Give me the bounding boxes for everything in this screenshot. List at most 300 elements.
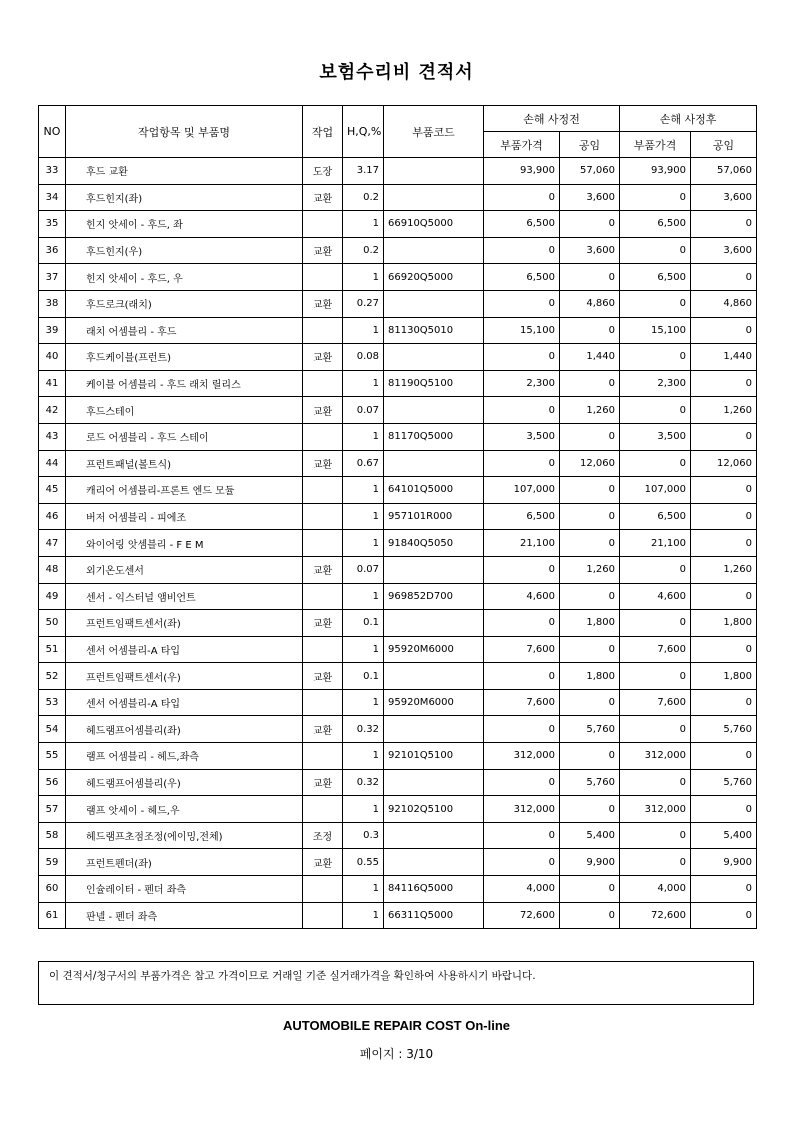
row-item-name: 인슐레이터 - 펜더 좌측 (66, 876, 303, 903)
row-after-labor: 0 (691, 503, 757, 530)
row-hq: 1 (343, 902, 384, 929)
row-after-parts-price: 0 (620, 344, 691, 371)
row-after-parts-price: 312,000 (620, 796, 691, 823)
row-item-name: 후드로크(래치) (66, 290, 303, 317)
row-before-labor: 1,260 (560, 397, 620, 424)
row-work-type (303, 264, 343, 291)
row-after-labor: 0 (691, 902, 757, 929)
row-after-parts-price: 6,500 (620, 264, 691, 291)
table-header (39, 106, 757, 158)
row-before-labor: 0 (560, 583, 620, 610)
row-hq: 1 (343, 317, 384, 344)
table-row (39, 796, 757, 823)
row-item-name: 프런트임팩트센서(우) (66, 663, 303, 690)
estimate-table (38, 105, 757, 929)
row-after-labor: 0 (691, 477, 757, 504)
table-row (39, 743, 757, 770)
row-after-parts-price: 4,000 (620, 876, 691, 903)
row-before-labor: 9,900 (560, 849, 620, 876)
row-work-type: 교환 (303, 397, 343, 424)
row-item-name: 후드힌지(우) (66, 237, 303, 264)
row-hq: 1 (343, 370, 384, 397)
row-after-parts-price: 15,100 (620, 317, 691, 344)
row-work-type: 교환 (303, 849, 343, 876)
row-part-code (384, 822, 484, 849)
row-item-name: 센서 - 익스터널 앰비언트 (66, 583, 303, 610)
table-row (39, 503, 757, 530)
row-item-name: 후드스테이 (66, 397, 303, 424)
row-item-name: 후드힌지(좌) (66, 184, 303, 211)
row-item-name: 센서 어셈블리-A 타입 (66, 636, 303, 663)
row-hq: 1 (343, 503, 384, 530)
row-no: 61 (39, 902, 66, 929)
row-after-parts-price: 21,100 (620, 530, 691, 557)
row-before-parts-price: 0 (484, 184, 560, 211)
row-before-parts-price: 7,600 (484, 689, 560, 716)
table-row (39, 876, 757, 903)
row-hq: 0.32 (343, 716, 384, 743)
row-hq: 0.2 (343, 237, 384, 264)
row-before-parts-price: 0 (484, 290, 560, 317)
row-after-parts-price: 107,000 (620, 477, 691, 504)
row-after-labor: 0 (691, 636, 757, 663)
row-work-type (303, 583, 343, 610)
row-after-labor: 9,900 (691, 849, 757, 876)
row-after-labor: 0 (691, 317, 757, 344)
row-after-parts-price: 0 (620, 237, 691, 264)
row-item-name: 판넬 - 펜더 좌측 (66, 902, 303, 929)
row-item-name: 와이어링 앗셈블리 - F E M (66, 530, 303, 557)
row-no: 55 (39, 743, 66, 770)
row-after-labor: 1,260 (691, 397, 757, 424)
row-before-parts-price: 72,600 (484, 902, 560, 929)
row-item-name: 힌지 앗세이 - 후드, 좌 (66, 211, 303, 238)
document-title: 보험수리비 견적서 (319, 62, 474, 83)
row-before-parts-price: 6,500 (484, 264, 560, 291)
row-item-name: 후드 교환 (66, 158, 303, 185)
header-after-parts-price: 부품가격 (620, 132, 691, 158)
row-work-type (303, 477, 343, 504)
row-hq: 1 (343, 423, 384, 450)
row-after-parts-price: 0 (620, 556, 691, 583)
row-part-code: 66311Q5000 (384, 902, 484, 929)
row-after-parts-price: 0 (620, 290, 691, 317)
row-after-labor: 4,860 (691, 290, 757, 317)
table-row (39, 290, 757, 317)
row-before-labor: 0 (560, 211, 620, 238)
row-work-type: 교환 (303, 290, 343, 317)
row-after-labor: 1,800 (691, 610, 757, 637)
row-after-labor: 0 (691, 423, 757, 450)
row-part-code: 91840Q5050 (384, 530, 484, 557)
row-no: 50 (39, 610, 66, 637)
row-item-name: 헤드램프어셈블리(우) (66, 769, 303, 796)
row-before-labor: 5,760 (560, 716, 620, 743)
row-item-name: 래치 어셈블리 - 후드 (66, 317, 303, 344)
row-before-parts-price: 6,500 (484, 503, 560, 530)
row-before-labor: 0 (560, 264, 620, 291)
row-after-labor: 1,440 (691, 344, 757, 371)
row-no: 60 (39, 876, 66, 903)
row-work-type: 교환 (303, 769, 343, 796)
row-item-name: 힌지 앗세이 - 후드, 우 (66, 264, 303, 291)
row-before-parts-price: 3,500 (484, 423, 560, 450)
row-part-code: 95920M6000 (384, 636, 484, 663)
row-before-parts-price: 6,500 (484, 211, 560, 238)
row-no: 42 (39, 397, 66, 424)
row-before-labor: 1,440 (560, 344, 620, 371)
row-after-parts-price: 0 (620, 716, 691, 743)
row-after-parts-price: 93,900 (620, 158, 691, 185)
row-no: 44 (39, 450, 66, 477)
row-hq: 0.1 (343, 663, 384, 690)
header-no: NO (39, 106, 66, 158)
row-before-parts-price: 0 (484, 716, 560, 743)
row-part-code: 84116Q5000 (384, 876, 484, 903)
row-before-parts-price: 7,600 (484, 636, 560, 663)
table-row (39, 211, 757, 238)
table-row (39, 344, 757, 371)
row-work-type (303, 876, 343, 903)
row-no: 49 (39, 583, 66, 610)
table-row (39, 769, 757, 796)
row-before-parts-price: 0 (484, 610, 560, 637)
row-before-labor: 0 (560, 477, 620, 504)
row-work-type (303, 743, 343, 770)
row-work-type (303, 902, 343, 929)
header-before-labor: 공임 (560, 132, 620, 158)
row-before-parts-price: 0 (484, 769, 560, 796)
row-before-parts-price: 4,600 (484, 583, 560, 610)
table-row (39, 822, 757, 849)
row-item-name: 프런트임팩트센서(좌) (66, 610, 303, 637)
row-after-parts-price: 4,600 (620, 583, 691, 610)
row-work-type: 교환 (303, 237, 343, 264)
row-before-parts-price: 312,000 (484, 743, 560, 770)
row-part-code (384, 237, 484, 264)
row-after-labor: 57,060 (691, 158, 757, 185)
header-before-parts-price: 부품가격 (484, 132, 560, 158)
row-no: 35 (39, 211, 66, 238)
row-item-name: 버저 어셈블리 - 피에조 (66, 503, 303, 530)
row-after-labor: 0 (691, 876, 757, 903)
row-hq: 0.07 (343, 556, 384, 583)
row-hq: 1 (343, 796, 384, 823)
row-before-parts-price: 0 (484, 397, 560, 424)
row-before-labor: 4,860 (560, 290, 620, 317)
row-part-code (384, 290, 484, 317)
row-no: 33 (39, 158, 66, 185)
row-hq: 3.17 (343, 158, 384, 185)
row-after-labor: 0 (691, 370, 757, 397)
row-no: 36 (39, 237, 66, 264)
row-before-labor: 0 (560, 530, 620, 557)
table-row (39, 450, 757, 477)
row-part-code: 64101Q5000 (384, 477, 484, 504)
table-row (39, 477, 757, 504)
row-part-code (384, 158, 484, 185)
row-hq: 0.2 (343, 184, 384, 211)
table-row (39, 636, 757, 663)
row-no: 41 (39, 370, 66, 397)
row-before-labor: 57,060 (560, 158, 620, 185)
row-part-code: 95920M6000 (384, 689, 484, 716)
row-after-parts-price: 0 (620, 450, 691, 477)
row-no: 43 (39, 423, 66, 450)
header-item: 작업항목 및 부품명 (66, 106, 303, 158)
row-part-code: 969852D700 (384, 583, 484, 610)
row-before-parts-price: 15,100 (484, 317, 560, 344)
row-item-name: 로드 어셈블리 - 후드 스테이 (66, 423, 303, 450)
row-after-labor: 1,800 (691, 663, 757, 690)
table-row (39, 849, 757, 876)
row-before-labor: 0 (560, 743, 620, 770)
row-part-code (384, 610, 484, 637)
row-part-code (384, 716, 484, 743)
row-no: 45 (39, 477, 66, 504)
row-hq: 1 (343, 211, 384, 238)
row-no: 48 (39, 556, 66, 583)
row-after-labor: 5,760 (691, 716, 757, 743)
row-before-parts-price: 0 (484, 849, 560, 876)
row-after-parts-price: 0 (620, 184, 691, 211)
row-before-parts-price: 21,100 (484, 530, 560, 557)
row-hq: 0.1 (343, 610, 384, 637)
row-hq: 1 (343, 583, 384, 610)
row-work-type (303, 211, 343, 238)
table-row (39, 237, 757, 264)
row-after-parts-price: 2,300 (620, 370, 691, 397)
row-item-name: 헤드램프어셈블리(좌) (66, 716, 303, 743)
table-row (39, 397, 757, 424)
row-after-parts-price: 0 (620, 663, 691, 690)
row-part-code (384, 663, 484, 690)
row-after-parts-price: 312,000 (620, 743, 691, 770)
row-before-labor: 3,600 (560, 184, 620, 211)
row-hq: 1 (343, 264, 384, 291)
row-no: 53 (39, 689, 66, 716)
row-before-parts-price: 4,000 (484, 876, 560, 903)
row-work-type: 도장 (303, 158, 343, 185)
row-before-labor: 1,260 (560, 556, 620, 583)
table-row (39, 530, 757, 557)
row-work-type: 교환 (303, 450, 343, 477)
row-no: 58 (39, 822, 66, 849)
row-after-parts-price: 7,600 (620, 689, 691, 716)
row-hq: 1 (343, 876, 384, 903)
row-before-labor: 1,800 (560, 663, 620, 690)
table-row (39, 663, 757, 690)
row-no: 37 (39, 264, 66, 291)
row-part-code (384, 397, 484, 424)
row-before-labor: 12,060 (560, 450, 620, 477)
row-work-type: 교환 (303, 344, 343, 371)
row-before-labor: 0 (560, 689, 620, 716)
row-hq: 0.08 (343, 344, 384, 371)
row-no: 51 (39, 636, 66, 663)
price-notice: 이 견적서/청구서의 부품가격은 참고 가격이므로 거래일 기준 실거래가격을 확인하여 사용하시기 바랍니다. (38, 961, 754, 1005)
row-no: 38 (39, 290, 66, 317)
row-hq: 1 (343, 636, 384, 663)
row-hq: 1 (343, 477, 384, 504)
row-hq: 0.07 (343, 397, 384, 424)
row-part-code: 66920Q5000 (384, 264, 484, 291)
row-part-code (384, 184, 484, 211)
table-row (39, 902, 757, 929)
row-hq: 1 (343, 530, 384, 557)
row-before-parts-price: 0 (484, 237, 560, 264)
row-item-name: 센서 어셈블리-A 타입 (66, 689, 303, 716)
row-part-code: 66910Q5000 (384, 211, 484, 238)
row-part-code: 957101R000 (384, 503, 484, 530)
row-before-labor: 3,600 (560, 237, 620, 264)
header-after-adjustment: 손해 사정후 (620, 106, 757, 132)
row-before-parts-price: 0 (484, 450, 560, 477)
table-row (39, 370, 757, 397)
row-hq: 0.32 (343, 769, 384, 796)
row-work-type: 교환 (303, 556, 343, 583)
table-row (39, 158, 757, 185)
row-hq: 1 (343, 743, 384, 770)
row-before-labor: 0 (560, 317, 620, 344)
row-item-name: 외기온도센서 (66, 556, 303, 583)
table-row (39, 264, 757, 291)
row-after-labor: 1,260 (691, 556, 757, 583)
row-after-labor: 5,400 (691, 822, 757, 849)
row-before-labor: 1,800 (560, 610, 620, 637)
row-before-parts-price: 0 (484, 822, 560, 849)
row-before-labor: 0 (560, 636, 620, 663)
row-item-name: 램프 앗세이 - 헤드,우 (66, 796, 303, 823)
row-no: 46 (39, 503, 66, 530)
footer-brand: AUTOMOBILE REPAIR COST On-line (282, 1018, 511, 1033)
table-row (39, 716, 757, 743)
row-after-parts-price: 0 (620, 397, 691, 424)
row-work-type: 조정 (303, 822, 343, 849)
row-part-code (384, 769, 484, 796)
table-row (39, 317, 757, 344)
row-part-code: 81190Q5100 (384, 370, 484, 397)
row-before-parts-price: 0 (484, 344, 560, 371)
row-before-labor: 5,760 (560, 769, 620, 796)
page-number: 페이지 : 3/10 (359, 1047, 434, 1061)
row-after-parts-price: 0 (620, 849, 691, 876)
row-work-type (303, 423, 343, 450)
table-row (39, 423, 757, 450)
row-work-type (303, 636, 343, 663)
row-after-labor: 0 (691, 689, 757, 716)
row-work-type: 교환 (303, 663, 343, 690)
header-part-code: 부품코드 (384, 106, 484, 158)
row-after-parts-price: 72,600 (620, 902, 691, 929)
table-row (39, 184, 757, 211)
row-after-parts-price: 0 (620, 769, 691, 796)
table-row (39, 610, 757, 637)
header-before-adjustment: 손해 사정전 (484, 106, 620, 132)
row-part-code: 92101Q5100 (384, 743, 484, 770)
row-after-labor: 0 (691, 583, 757, 610)
row-no: 34 (39, 184, 66, 211)
row-before-parts-price: 2,300 (484, 370, 560, 397)
row-after-labor: 0 (691, 264, 757, 291)
header-work: 작업 (303, 106, 343, 158)
row-part-code: 81170Q5000 (384, 423, 484, 450)
row-part-code (384, 556, 484, 583)
row-work-type: 교환 (303, 716, 343, 743)
table-body (39, 158, 757, 929)
row-before-labor: 0 (560, 423, 620, 450)
row-part-code: 81130Q5010 (384, 317, 484, 344)
row-item-name: 램프 어셈블리 - 헤드,좌측 (66, 743, 303, 770)
row-after-labor: 0 (691, 211, 757, 238)
row-hq: 0.67 (343, 450, 384, 477)
row-after-labor: 5,760 (691, 769, 757, 796)
row-before-labor: 0 (560, 370, 620, 397)
row-work-type: 교환 (303, 184, 343, 211)
row-after-labor: 0 (691, 796, 757, 823)
row-after-parts-price: 0 (620, 610, 691, 637)
row-work-type (303, 530, 343, 557)
row-after-parts-price: 6,500 (620, 211, 691, 238)
row-item-name: 프런트패널(볼트식) (66, 450, 303, 477)
header-hq: H,Q,% (343, 106, 384, 158)
row-before-parts-price: 0 (484, 663, 560, 690)
row-hq: 0.55 (343, 849, 384, 876)
row-work-type (303, 317, 343, 344)
row-after-parts-price: 3,500 (620, 423, 691, 450)
row-before-labor: 0 (560, 902, 620, 929)
row-work-type (303, 796, 343, 823)
row-part-code (384, 849, 484, 876)
header-after-labor: 공임 (691, 132, 757, 158)
row-work-type (303, 503, 343, 530)
row-work-type (303, 370, 343, 397)
row-work-type: 교환 (303, 610, 343, 637)
row-work-type (303, 689, 343, 716)
row-part-code (384, 450, 484, 477)
row-no: 54 (39, 716, 66, 743)
row-part-code (384, 344, 484, 371)
row-after-parts-price: 7,600 (620, 636, 691, 663)
row-no: 40 (39, 344, 66, 371)
row-after-parts-price: 6,500 (620, 503, 691, 530)
row-no: 52 (39, 663, 66, 690)
row-hq: 0.3 (343, 822, 384, 849)
row-item-name: 헤드램프초점조정(에이밍,전체) (66, 822, 303, 849)
row-item-name: 케이블 어셈블리 - 후드 래치 릴리스 (66, 370, 303, 397)
row-after-parts-price: 0 (620, 822, 691, 849)
row-hq: 1 (343, 689, 384, 716)
row-before-labor: 5,400 (560, 822, 620, 849)
row-item-name: 캐리어 어셈블리-프론트 엔드 모듈 (66, 477, 303, 504)
row-after-labor: 3,600 (691, 184, 757, 211)
row-item-name: 프런트펜더(좌) (66, 849, 303, 876)
row-item-name: 후드케이블(프런트) (66, 344, 303, 371)
row-before-labor: 0 (560, 796, 620, 823)
row-before-parts-price: 312,000 (484, 796, 560, 823)
row-after-labor: 0 (691, 530, 757, 557)
row-no: 47 (39, 530, 66, 557)
row-part-code: 92102Q5100 (384, 796, 484, 823)
row-no: 59 (39, 849, 66, 876)
table-row (39, 556, 757, 583)
table-row (39, 689, 757, 716)
row-before-labor: 0 (560, 876, 620, 903)
row-hq: 0.27 (343, 290, 384, 317)
row-before-parts-price: 107,000 (484, 477, 560, 504)
row-no: 57 (39, 796, 66, 823)
row-before-labor: 0 (560, 503, 620, 530)
